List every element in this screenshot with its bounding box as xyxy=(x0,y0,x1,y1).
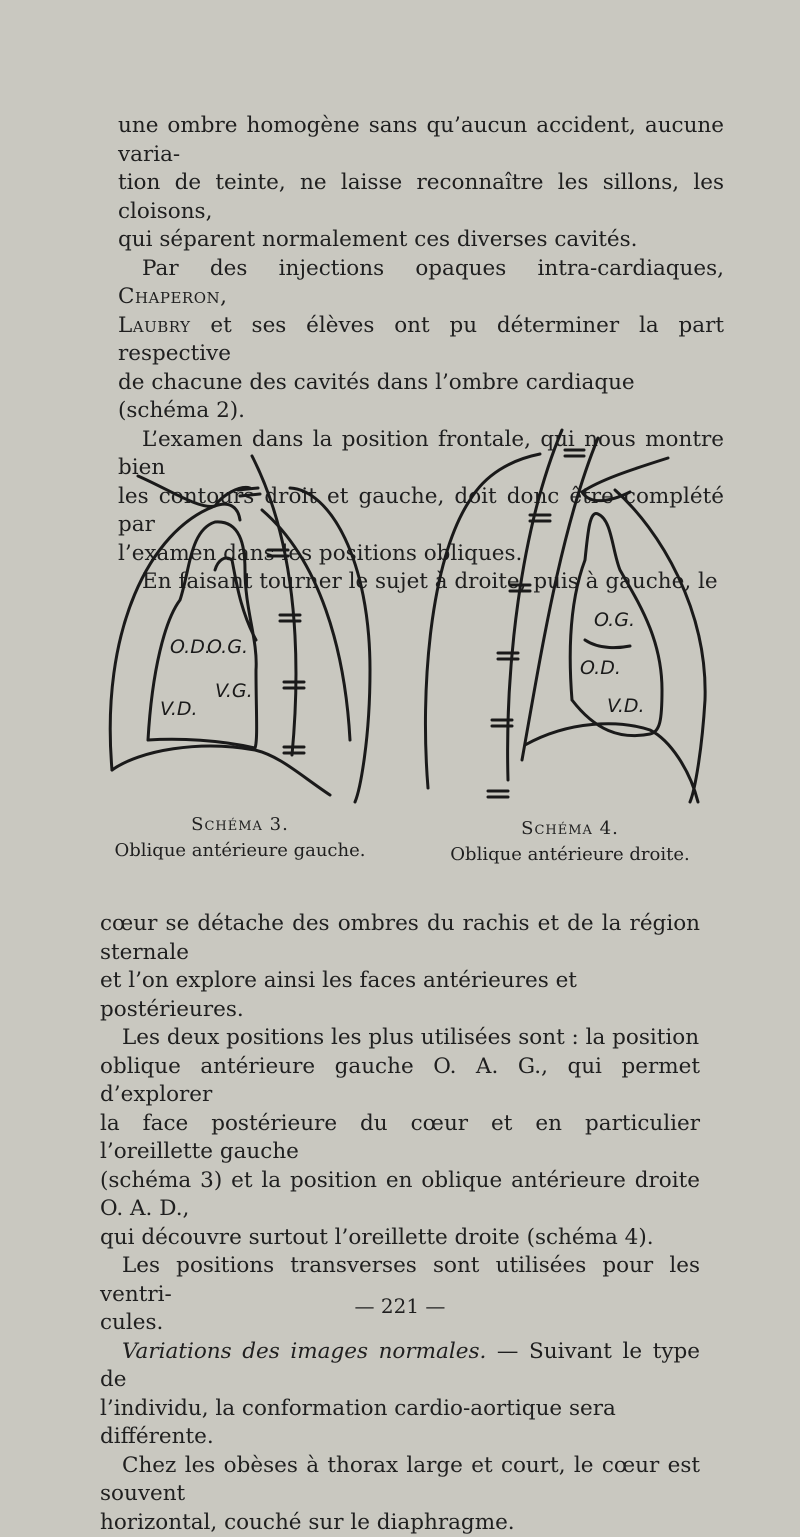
text-line: cœur se détache des ombres du rachis et de la région sternale xyxy=(100,910,700,967)
text-line: de chacune des cavités dans l’ombre cardiaque (schéma 2). xyxy=(118,369,724,426)
text-line: horizontal, couché sur le diaphragme. xyxy=(100,1509,700,1537)
author-name-laubry: Laubry xyxy=(118,313,191,338)
atrium-curve-4 xyxy=(585,640,630,648)
diaphragm-line-4 xyxy=(525,724,698,802)
schema-figures xyxy=(0,410,800,810)
caption-title: Schéma 3. xyxy=(100,812,380,838)
text-run: — Suivant le type de xyxy=(100,1339,700,1393)
text-line: L’examen dans la position frontale, qui nous montre bien xyxy=(118,426,724,483)
caption-title: Schéma 4. xyxy=(440,816,700,842)
atrium-divider xyxy=(215,558,256,640)
text-line: Les positions transverses sont utilisées pour les ventri- xyxy=(100,1252,700,1309)
spine-left-edge-4 xyxy=(508,430,562,780)
label-og-4: O.G. xyxy=(594,609,635,631)
section-heading-variations: Variations des images normales. xyxy=(122,1339,486,1364)
label-vg-3: V.G. xyxy=(215,680,253,702)
text-line: les contours droit et gauche, doit donc être complété par xyxy=(118,483,724,540)
text-line: Chez les obèses à thorax large et court, le cœur est souvent xyxy=(100,1452,700,1509)
caption-text: Oblique antérieure gauche. xyxy=(115,840,366,861)
author-name-chaperon: Chaperon xyxy=(118,284,220,309)
text-line: une ombre homogène sans qu’aucun accident, aucune varia- xyxy=(118,112,724,169)
text-line: qui séparent normalement ces diverses cavités. xyxy=(118,226,724,255)
text-line: la face postérieure du cœur et en particulier l’oreillette gauche xyxy=(100,1110,700,1167)
text-line: (schéma 3) et la position en oblique antérieure droite O. A. D., xyxy=(100,1167,700,1224)
schema-4-drawing xyxy=(425,430,705,802)
text-line: et l’on explore ainsi les faces antérieures et postérieures. xyxy=(100,967,700,1024)
text-line: En faisant tourner le sujet à droite, puis à gauche, le xyxy=(118,568,724,597)
text-run: et ses élèves ont pu déterminer la part respective xyxy=(118,313,724,367)
sternum-right-edge xyxy=(262,510,350,740)
page-number: — 221 — xyxy=(300,1294,500,1318)
text-line: oblique antérieure gauche O. A. G., qui permet d’explorer xyxy=(100,1053,700,1110)
spine-left-edge xyxy=(252,456,296,755)
text-line: tion de teinte, ne laisse reconnaître les sillons, les cloisons, xyxy=(118,169,724,226)
label-od-4: O.D. xyxy=(580,657,621,679)
bottom-paragraphs xyxy=(100,910,700,1537)
label-vd-3: V.D. xyxy=(160,698,198,720)
text-line: cules. xyxy=(100,1309,700,1338)
spine-segment-marks-4 xyxy=(488,450,584,797)
aorta-arch-4 xyxy=(582,458,668,492)
text-line xyxy=(100,1338,700,1395)
text-run: Par des injections opaques intra-cardiaques, xyxy=(142,256,724,281)
text-line: Les deux positions les plus utilisées sont : la position xyxy=(100,1024,700,1053)
right-lung-outline xyxy=(425,454,540,788)
text-run: , xyxy=(220,284,227,309)
text-line xyxy=(118,312,724,369)
aorta-arch xyxy=(138,476,250,507)
spine-right-edge xyxy=(290,488,370,802)
text-line: l’examen dans les positions obliques. xyxy=(118,540,724,569)
label-vd-4: V.D. xyxy=(607,695,645,717)
spine-right-edge-4 xyxy=(522,438,598,760)
text-line xyxy=(118,255,724,312)
schema-3-caption xyxy=(100,812,380,864)
caption-text: Oblique antérieure droite. xyxy=(450,844,689,865)
label-og-3: O.G. xyxy=(207,636,248,658)
schema-3-drawing xyxy=(110,456,370,802)
text-line: qui découvre surtout l’oreillette droite (schéma 4). xyxy=(100,1224,700,1253)
schema-4-caption xyxy=(440,816,700,868)
text-line: l’individu, la conformation cardio-aortique sera différente. xyxy=(100,1395,700,1452)
label-od-3: O.D. xyxy=(170,636,211,658)
